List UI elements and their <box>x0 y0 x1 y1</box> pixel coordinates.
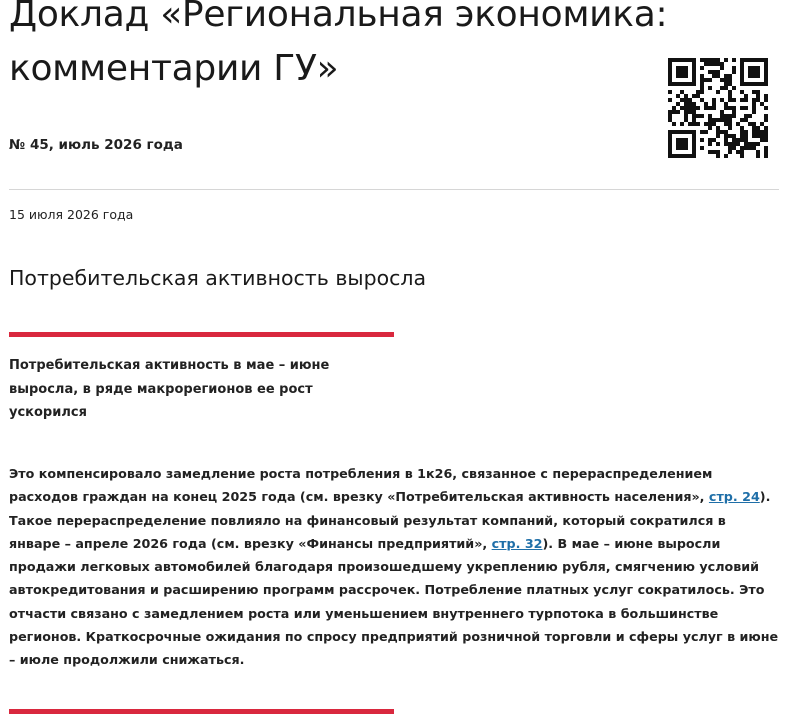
accent-divider-top <box>9 332 394 337</box>
report-title: Доклад «Региональная экономика: комментарии ГУ» <box>9 0 668 89</box>
body-text-part3: ). В мае – июне выросли продажи легковых автомобилей благодаря произошедшему укреплению рубля, смягчению условий автокредитования и расширению программ рассрочек. Потребление платных услуг сократилось. Это отчасти связано с замедлением роста или уменьшением внутреннего турпотока в большинстве регионов. Краткосрочные ожидания по спросу предприятий розничной торговли и сферы услуг в июне – июле продолжили снижаться. <box>9 535 779 668</box>
publication-date: 15 июля 2026 года <box>9 207 134 222</box>
accent-divider-bottom <box>9 709 394 714</box>
page-link-24[interactable]: стр. 24 <box>708 489 760 505</box>
page-link-32[interactable]: стр. 32 <box>491 535 543 551</box>
issue-number: № 45, июль 2026 года <box>9 137 183 153</box>
header-divider <box>9 189 779 190</box>
body-text-part1: Это компенсировало замедление роста потребления в 1к26, связанное с перераспределением расходов граждан на конец 2025 года (см. врезку «Потребительская активность населения», <box>9 466 713 505</box>
section-heading: Потребительская активность выросла <box>9 266 427 290</box>
qr-code-icon[interactable] <box>668 58 768 158</box>
body-paragraph <box>9 462 779 672</box>
body-text-part2: ). Такое перераспределение повлияло на финансовый результат компаний, который сократился в январе – апреле 2026 года (см. врезку «Финансы предприятий», <box>9 489 771 551</box>
lead-paragraph: Потребительская активность в мае – июне выросла, в ряде макрорегионов ее рост ускорился <box>9 358 330 420</box>
